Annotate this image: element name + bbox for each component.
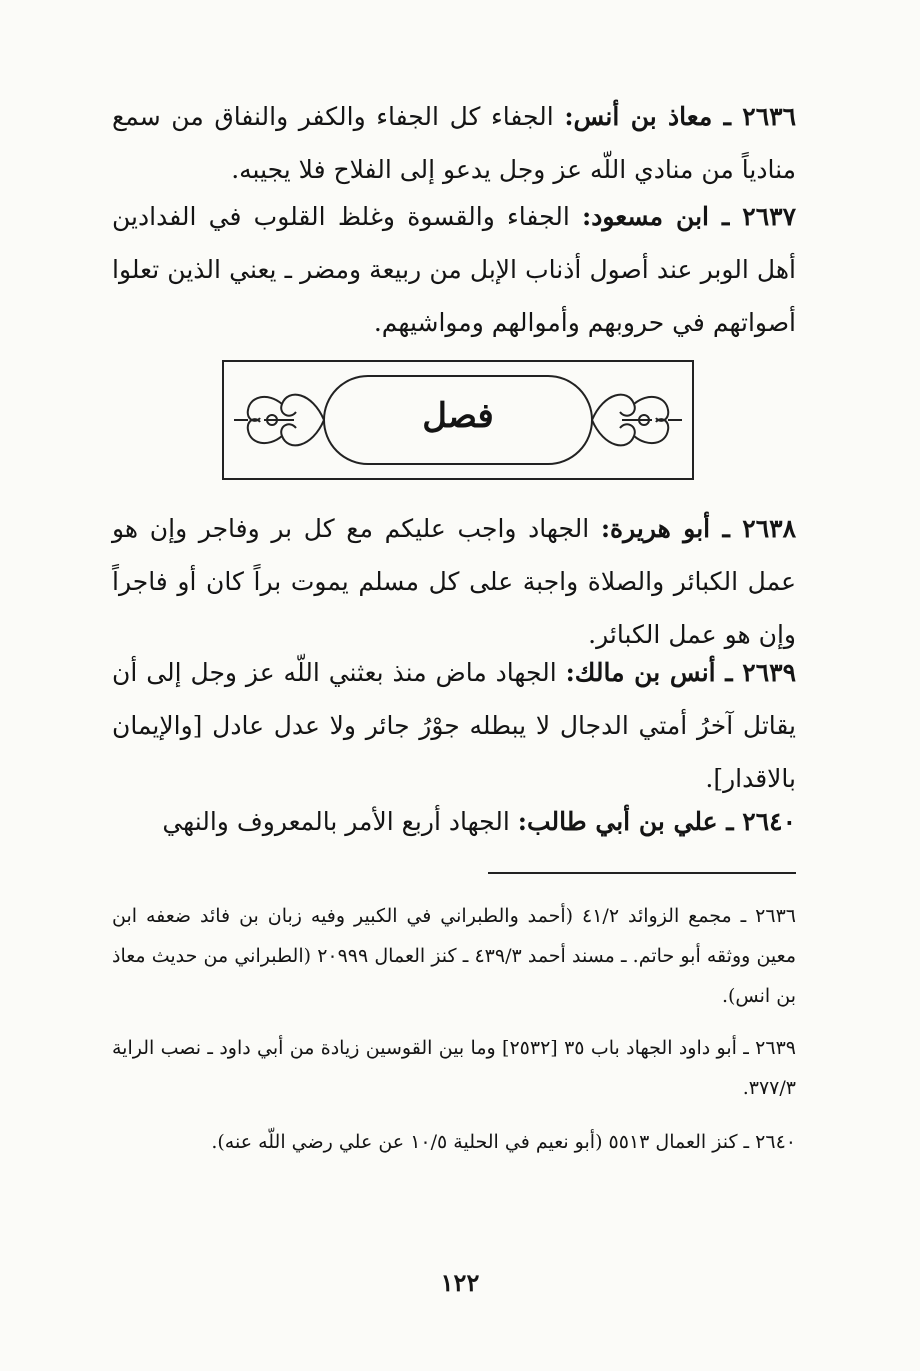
- section-title: فصل: [422, 396, 494, 436]
- hadith-2640: [112, 795, 796, 848]
- hadith-text: الجهاد أربع الأمر بالمعروف والنهي: [162, 807, 510, 836]
- page-number: ١٢٢: [440, 1268, 480, 1297]
- hadith-2637: [112, 190, 796, 349]
- hadith-narrator: ٢٦٤٠ ـ علي بن أبي طالب:: [517, 807, 796, 836]
- footnote-2639: ٢٦٣٩ ـ أبو داود الجهاد باب ٣٥ [٢٥٣٢] وما بين القوسين زيادة من أبي داود ـ نصب الراية ٣٧٧/٣.: [112, 1037, 796, 1099]
- hadith-narrator: ٢٦٣٧ ـ ابن مسعود:: [582, 202, 797, 231]
- hadith-text: الجهاد واجب عليكم مع كل بر وفاجر وإن هو عمل الكبائر والصلاة واجبة على كل مسلم يموت براً كان أو فاجراً وإن هو عمل الكبائر.: [112, 514, 796, 649]
- hadith-narrator: ٢٦٣٨ ـ أبو هريرة:: [600, 514, 796, 543]
- hadith-narrator: ٢٦٣٦ ـ معاذ بن أنس:: [564, 102, 796, 131]
- hadith-2636: [112, 90, 796, 196]
- hadith-text: الجهاد ماض منذ بعثني اللّه عز وجل إلى أن يقاتل آخرُ أمتي الدجال لا يبطله جوْرُ جائر ولا عدل عادل [والإيمان بالاقدار].: [112, 658, 796, 793]
- hadith-narrator: ٢٦٣٩ ـ أنس بن مالك:: [565, 658, 796, 687]
- hadith-text: الجفاء كل الجفاء والكفر والنفاق من سمع منادياً من منادي اللّه عز وجل يدعو إلى الفلاح فلا يجيبه.: [112, 102, 796, 184]
- section-heading-frame: [222, 360, 694, 480]
- hadith-2638: [112, 502, 796, 661]
- footnote-separator: [488, 872, 796, 874]
- hadith-2639: [112, 646, 796, 805]
- footnote-2636: ٢٦٣٦ ـ مجمع الزوائد ٤١/٢ (أحمد والطبراني في الكبير وفيه زبان بن فائد ضعفه ابن معين ووثقه أبو حاتم. ـ مسند أحمد ٤٣٩/٣ ـ كنز العمال ٢٠٩٩٩ (الطبراني من حديث معاذ بن انس).: [112, 905, 796, 1007]
- footnote-2640: ٢٦٤٠ ـ كنز العمال ٥٥١٣ (أبو نعيم في الحلية ١٠/٥ عن علي رضي اللّه عنه).: [211, 1131, 796, 1153]
- hadith-text: الجفاء والقسوة وغلظ القلوب في الفدادين أهل الوبر عند أصول أذناب الإبل من ربيعة ومضر ـ يعني الذين تعلوا أصواتهم في حروبهم وأموالهم ومواشيهم.: [112, 202, 796, 337]
